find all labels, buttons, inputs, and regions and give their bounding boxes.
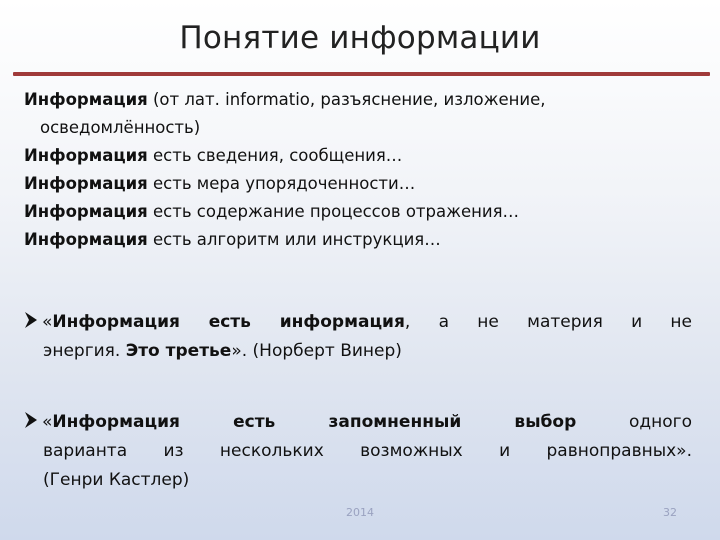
- definition-item: [24, 142, 694, 170]
- definition-item: [24, 198, 694, 226]
- title-divider: [13, 72, 710, 76]
- quote-open-mark: «: [42, 412, 53, 432]
- slide-number: 32: [663, 506, 677, 519]
- quote-bold: Это третье: [125, 341, 232, 361]
- quote-wiener: [24, 308, 692, 366]
- definition-term: Информация: [24, 174, 148, 193]
- quote-line: варианта из нескольких возможных и равноправных».: [43, 441, 692, 461]
- quote-kastler: [24, 408, 692, 495]
- arrow-bullet-icon: [24, 410, 38, 430]
- quote-line: [24, 308, 692, 337]
- definition-item: [24, 170, 694, 198]
- quote-attribution: ». (Норберт Винер): [231, 341, 402, 361]
- definition-text: есть сведения, сообщения…: [147, 146, 403, 165]
- definitions-list: [24, 86, 694, 254]
- definition-term: Информация: [24, 90, 148, 109]
- slide-title: Понятие информации: [179, 20, 541, 56]
- footer-date: 2014: [346, 506, 374, 519]
- arrow-bullet-icon: [24, 310, 38, 330]
- definition-text: есть алгоритм или инструкция…: [147, 230, 441, 249]
- quote-attribution: (Генри Кастлер): [43, 470, 190, 490]
- definition-text: есть мера упорядоченности…: [147, 174, 416, 193]
- definition-term: Информация: [24, 230, 148, 249]
- quote-bold: Информация есть запомненный выбор: [52, 412, 577, 432]
- quote-text: энергия.: [43, 341, 126, 361]
- definition-term: Информация: [24, 202, 148, 221]
- definition-item: [24, 86, 694, 114]
- definition-text: (от лат. informatio, разъяснение, изложение,: [147, 90, 546, 109]
- definition-text: есть содержание процессов отражения…: [147, 202, 520, 221]
- definition-item: [24, 226, 694, 254]
- quote-text: , а не материя и не: [404, 312, 692, 332]
- quote-bold: Информация есть информация: [52, 312, 405, 332]
- quote-line: [24, 408, 692, 437]
- definition-continuation: осведомлённость): [40, 118, 201, 137]
- definition-term: Информация: [24, 146, 148, 165]
- quote-text: одного: [576, 412, 692, 432]
- quote-line: [24, 337, 692, 366]
- quote-open-mark: «: [42, 312, 53, 332]
